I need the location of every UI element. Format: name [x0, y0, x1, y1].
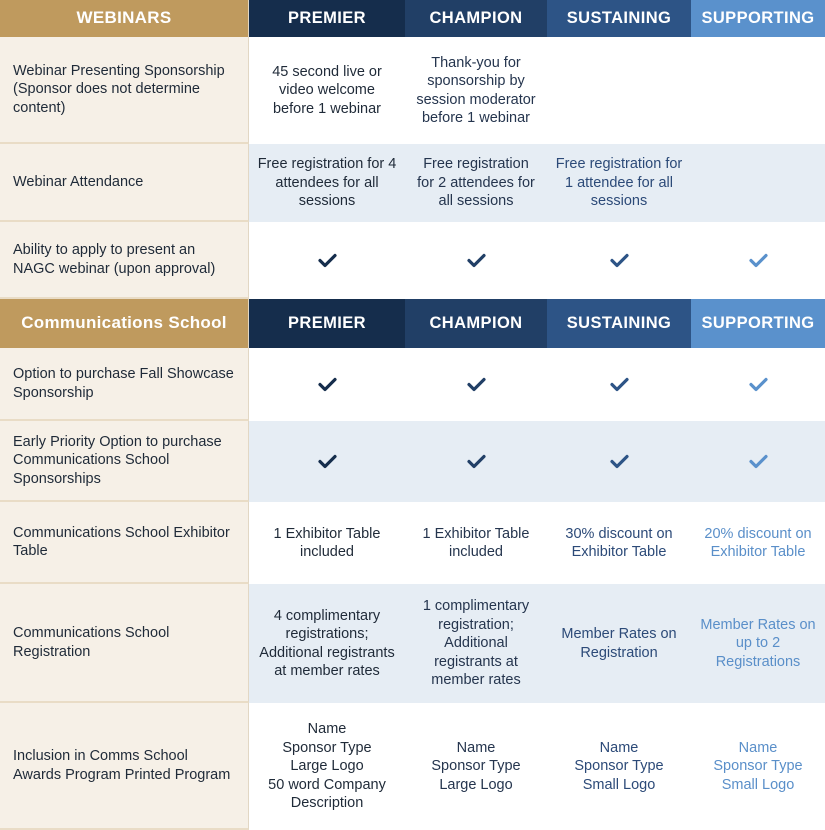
- cell-sustaining: Name Sponsor Type Small Logo: [547, 703, 691, 830]
- cell-supporting: [691, 421, 825, 502]
- row-label-present-webinar: Ability to apply to present an NAGC webinar (upon approval): [0, 222, 249, 299]
- row-label-webinar-attendance: Webinar Attendance: [0, 144, 249, 222]
- cell-supporting: [691, 222, 825, 299]
- check-icon: [610, 454, 629, 469]
- column-header-sustaining: SUSTAINING: [547, 0, 691, 37]
- cell-sustaining: [547, 37, 691, 144]
- cell-sustaining: [547, 348, 691, 421]
- check-icon: [467, 253, 486, 268]
- column-header-premier: PREMIER: [249, 299, 405, 348]
- row-label-early-priority: Early Priority Option to purchase Communications School Sponsorships: [0, 421, 249, 502]
- column-header-supporting: SUPPORTING: [691, 299, 825, 348]
- cell-champion: Free registration for 2 attendees for all sessions: [405, 144, 547, 222]
- cell-champion: [405, 222, 547, 299]
- column-header-champion: CHAMPION: [405, 299, 547, 348]
- cell-sustaining: Free registration for 1 attendee for all sessions: [547, 144, 691, 222]
- check-icon: [318, 377, 337, 392]
- column-header-sustaining: SUSTAINING: [547, 299, 691, 348]
- check-icon: [467, 454, 486, 469]
- cell-premier: 1 Exhibitor Table included: [249, 502, 405, 584]
- check-icon: [749, 377, 768, 392]
- cell-sustaining: [547, 421, 691, 502]
- check-icon: [318, 253, 337, 268]
- column-header-premier: PREMIER: [249, 0, 405, 37]
- cell-premier: [249, 222, 405, 299]
- row-label-awards-program: Inclusion in Comms School Awards Program Printed Program: [0, 703, 249, 830]
- row-label-webinar-presenting-sponsorship: Webinar Presenting Sponsorship (Sponsor does not determine content): [0, 37, 249, 144]
- cell-premier: 45 second live or video welcome before 1 webinar: [249, 37, 405, 144]
- cell-sustaining: [547, 222, 691, 299]
- cell-sustaining: Member Rates on Registration: [547, 584, 691, 703]
- cell-supporting: [691, 37, 825, 144]
- row-label-registration: Communications School Registration: [0, 584, 249, 703]
- cell-supporting: Member Rates on up to 2 Registrations: [691, 584, 825, 703]
- cell-premier: 4 complimentary registrations; Additional registrants at member rates: [249, 584, 405, 703]
- cell-champion: [405, 348, 547, 421]
- cell-champion: [405, 421, 547, 502]
- section-title-webinars: WEBINARS: [0, 0, 249, 37]
- check-icon: [467, 377, 486, 392]
- cell-supporting: 20% discount on Exhibitor Table: [691, 502, 825, 584]
- column-header-champion: CHAMPION: [405, 0, 547, 37]
- cell-champion: Thank-you for sponsorship by session moderator before 1 webinar: [405, 37, 547, 144]
- check-icon: [610, 253, 629, 268]
- cell-champion: 1 complimentary registration; Additional registrants at member rates: [405, 584, 547, 703]
- cell-premier: Free registration for 4 attendees for all sessions: [249, 144, 405, 222]
- check-icon: [749, 253, 768, 268]
- cell-supporting: [691, 144, 825, 222]
- row-label-exhibitor-table: Communications School Exhibitor Table: [0, 502, 249, 584]
- column-header-supporting: SUPPORTING: [691, 0, 825, 37]
- cell-supporting: Name Sponsor Type Small Logo: [691, 703, 825, 830]
- cell-premier: Name Sponsor Type Large Logo 50 word Company Description: [249, 703, 405, 830]
- cell-sustaining: 30% discount on Exhibitor Table: [547, 502, 691, 584]
- check-icon: [610, 377, 629, 392]
- check-icon: [749, 454, 768, 469]
- section-title-communications-school: Communications School: [0, 299, 249, 348]
- cell-supporting: [691, 348, 825, 421]
- cell-champion: 1 Exhibitor Table included: [405, 502, 547, 584]
- cell-champion: Name Sponsor Type Large Logo: [405, 703, 547, 830]
- row-label-fall-showcase: Option to purchase Fall Showcase Sponsorship: [0, 348, 249, 421]
- check-icon: [318, 454, 337, 469]
- cell-premier: [249, 421, 405, 502]
- cell-premier: [249, 348, 405, 421]
